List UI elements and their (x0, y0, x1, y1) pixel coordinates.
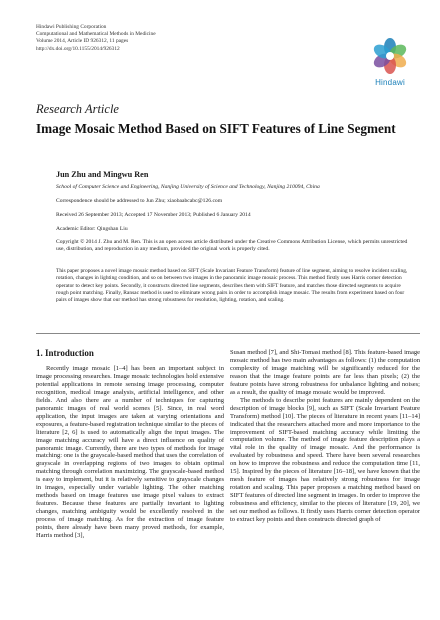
intro-paragraph: The methods to describe point features are mainly dependent on the description of image blocks [9], such as SIFT (Scale Invariant Feature Transform) method [10]. The pieces of literature in recent years [11–14] indicated that the researchers attached more and more importance to the improvement of SIFT-based matching accuracy while limiting the computation volume. The method of image feature description plays a vital role in the quality of image mosaic. And the performance is evaluated by robustness and speed. There have been several researches on how to improve the robustness and reduce the computation time [11, 15]. Inspired by the pieces of literature [16–18], we have known that the mesh feature of images has relatively strong robustness for image rotation and scaling. This paper proposes a matching method based on SIFT features of directed line segment in images. In order to improve the robustness and efficiency, similar to the pieces of literature [19, 20], we set our method as follows. It firstly uses Harris corner detection operator to extract key points and then constructs directed graph of (230, 396, 420, 524)
left-column (36, 365, 224, 540)
academic-editor: Academic Editor: Qingshan Liu (56, 226, 128, 232)
abstract: This paper proposes a novel image mosaic method based on SIFT (Scale Invariant Feature Transform) feature of line segment, aiming to resolve incident scaling, rotation, changes in lighting condition, and so on between two images in the panoramic image mosaic process. This method firstly uses Harris corner detection operator to detect key points. Secondly, it constructs directed line segments, describes them with SIFT feature, and matches those directed segments to acquire rough point matching. Finally, Ransac method is used to eliminate wrong pairs in order to accomplish image mosaic. The results from experiment based on four pairs of images show that our method has strong robustness for resolution, lighting, rotation, and scaling. (56, 268, 408, 304)
hindawi-logo (362, 36, 418, 87)
doi-link[interactable]: http://dx.doi.org/10.1155/2014/926312 (36, 45, 120, 52)
article-title: Image Mosaic Method Based on SIFT Features of Line Segment (36, 121, 396, 136)
affiliation: School of Computer Science and Engineering, Nanjing University of Science and Technology, Nanjing 210094, China (56, 184, 320, 190)
intro-paragraph: Recently image mosaic [1–4] has been an important subject in image processing researches. Image mosaic technologies hold extensive potential applications in remote sensing image processing, computer recognition, medical image analysis, artificial intelligence, and other fields. And also there are a number of techniques for capturing panoramic images of real world scenes [5]. Since, in real word application, the input images are taken at varying orientations and exposures, a feature-based registration technique similar to the pieces of literature [2, 6] is used to automatically align the input images. The image matching accuracy will have a direct influence on quality of panoramic image. Currently, there are two types of methods for image matching: one is the grayscale-based method that uses the correlation of grayscale in overlapping regions of two images to obtain optimal matching through correlation maximizing. The grayscale-based method is easy to implement, but it is relatively sensitive to grayscale changes in images, especially under variable lighting. The other matching methods based on image features use image pixel values to extract features. Because these features are partially invariant to lighting changes, matching ambiguity would be excellently resolved in the process of image matching. As for the extraction of image feature points, there already have been many proved methods, for example, Harris method [3], (36, 365, 224, 540)
logo-wordmark: Hindawi (375, 78, 405, 87)
publisher: Hindawi Publishing Corporation (36, 24, 107, 30)
volume-info: Volume 2014, Article ID 926312, 11 pages (36, 38, 129, 45)
copyright-notice: Copyright © 2014 J. Zhu and M. Ren. This is an open access article distributed under the Creative Commons Attribution License, which permits unrestricted use, distribution, and reproduction in any medium, provided the original work is properly cited. (56, 239, 408, 253)
intro-paragraph: Susan method [7], and Shi-Tomasi method [8]. This feature-based image mosaic method has two main advantages as follows: (1) the computation complexity of image matching will be significantly reduced for the reason that the image feature points are far less than pixels; (2) the feature points have strong robustness for unbalance lighting and noises; as a result, the quality of image mosaic would be improved. (230, 349, 420, 396)
section-heading: 1. Introduction (36, 348, 94, 358)
right-column (230, 349, 420, 524)
correspondence: Correspondence should be addressed to Jun Zhu; xiaobaabcabc@126.com (56, 198, 223, 204)
authors: Jun Zhu and Mingwu Ren (56, 170, 149, 179)
logo-center (386, 52, 394, 60)
article-dates: Received 26 September 2013; Accepted 17 November 2013; Published 6 January 2014 (56, 212, 251, 218)
section-divider (36, 333, 420, 334)
journal-name: Computational and Mathematical Methods in Medicine (36, 31, 156, 38)
journal-info (36, 24, 156, 53)
hindawi-logo-icon (362, 36, 418, 78)
article-type: Research Article (36, 102, 119, 116)
